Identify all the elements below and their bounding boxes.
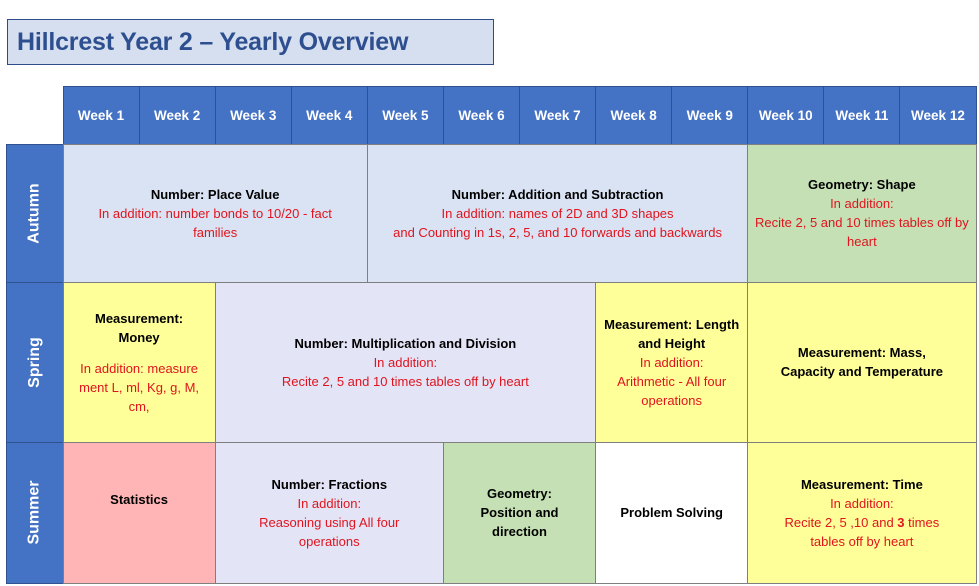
unit-place-value [63,144,368,283]
term-autumn [6,144,64,283]
unit-topic: Number: Fractions [271,476,388,492]
unit-shape [747,144,976,283]
unit-note: In addition: [639,354,704,370]
unit-position-direction [443,442,596,584]
term-label: Autumn [26,182,43,244]
week-header-5: Week 5 [367,86,444,145]
week-header-6: Week 6 [443,86,520,145]
unit-topic: Measurement: Mass, Capacity and Temperature [780,345,944,379]
corner-cell [6,86,64,145]
unit-note: In addition: measure ment L, ml, Kg, g, M, cm, [79,360,200,414]
unit-time [747,442,976,584]
unit-multiplication-division [215,282,596,443]
week-header-11: Week 11 [823,86,900,145]
unit-statistics [63,442,216,584]
unit-note: In addition: [297,495,362,511]
unit-topic: Number: Addition and Subtraction [451,186,664,202]
unit-note: Recite 2, 5 and 10 times tables off by heart [755,215,969,249]
unit-note: and Counting in 1s, 2, 5, and 10 forwards and backwards [393,224,722,240]
unit-note: Recite 2, 5 and 10 times tables off by heart [281,373,529,389]
unit-topic: Measurement: Money [95,310,184,345]
note-emphasis: 3 [897,514,905,530]
page-title: Hillcrest Year 2 – Yearly Overview [17,27,409,56]
overview-table [6,86,976,583]
week-header-3: Week 3 [215,86,292,145]
term-label: Summer [26,480,43,545]
unit-length-height [595,282,748,443]
term-label: Spring [25,336,43,388]
week-header-7: Week 7 [519,86,596,145]
unit-note [754,513,969,551]
unit-topic: Measurement: Time [800,476,923,492]
note-text: times tables off by heart [810,514,940,549]
unit-topic: Geometry: Shape [808,177,916,192]
unit-note: In addition: names of 2D and 3D shapes [441,205,674,221]
unit-topic: Number: Multiplication and Division [294,335,517,351]
unit-addition-subtraction [367,144,748,283]
title-box [7,19,494,65]
unit-note: In addition: number bonds to 10/20 - fact families [98,205,332,240]
note-text: Recite 2, 5 ,10 and [784,514,898,530]
term-summer [6,442,64,584]
unit-problem-solving [595,442,748,584]
unit-topic: Problem Solving [620,505,723,520]
unit-topic: Number: Place Value [150,186,280,202]
week-header-1: Week 1 [63,86,140,145]
unit-money [63,282,216,443]
unit-note: In addition: [830,495,894,511]
week-header-9: Week 9 [671,86,748,145]
week-header-12: Week 12 [899,86,976,145]
week-header-2: Week 2 [139,86,216,145]
week-header-8: Week 8 [595,86,672,145]
unit-note: Reasoning using All four operations [259,514,400,549]
week-header-4: Week 4 [291,86,368,145]
unit-mass-capacity [747,282,976,443]
unit-topic: Measurement: Length and Height [604,316,740,351]
unit-topic: Geometry: Position and direction [480,486,559,539]
unit-note: Arithmetic - All four operations [617,373,727,408]
unit-fractions [215,442,444,584]
unit-note: In addition: [373,354,438,370]
week-header-10: Week 10 [747,86,824,145]
unit-topic: Statistics [110,492,168,507]
unit-note: In addition: [830,196,894,211]
term-spring [6,282,64,443]
